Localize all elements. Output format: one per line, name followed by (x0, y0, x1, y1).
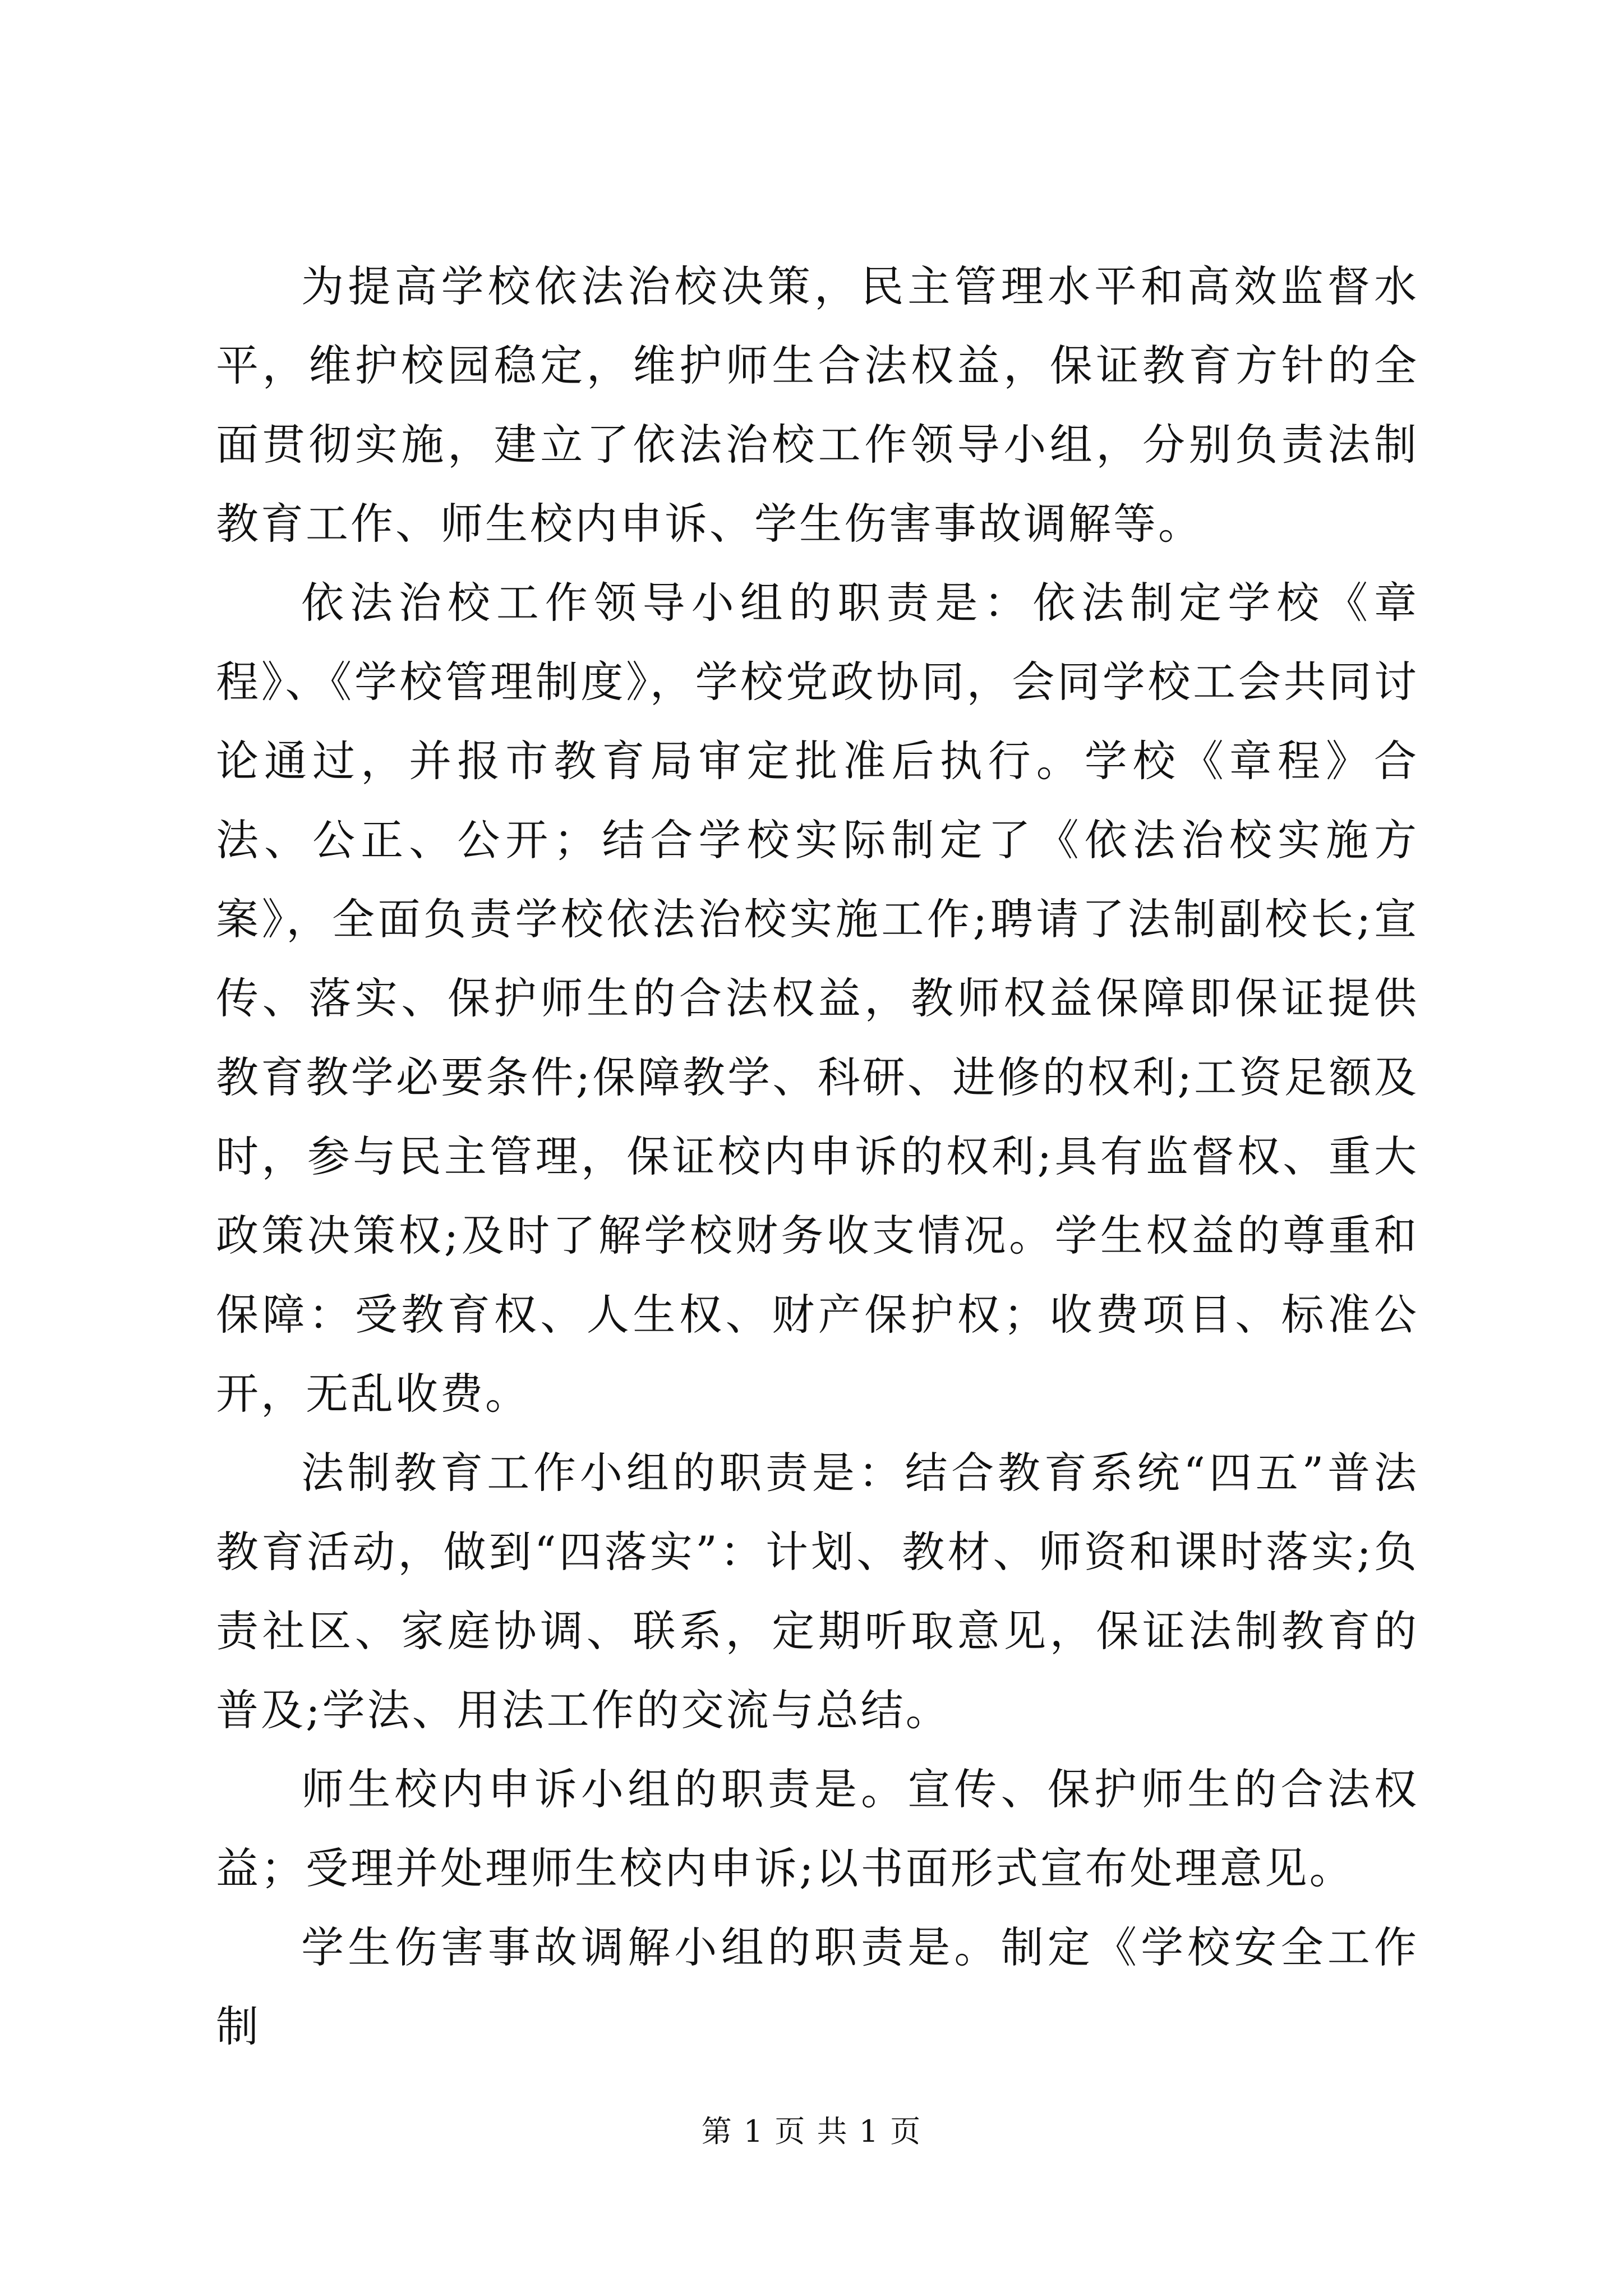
paragraph-legal-education-duties: 法制教育工作小组的职责是：结合教育系统“四五”普法教育活动，做到“四落实”：计划、教材、师资和课时落实;负责社区、家庭协调、联系，定期听取意见，保证法制教育的普及;学法、用法工作的交流与总结。 (216, 1448, 1419, 1735)
paragraph-appeal-duties: 师生校内申诉小组的职责是。宣传、保护师生的合法权益；受理并处理师生校内申诉;以书面形式宣布处理意见。 (216, 1764, 1419, 1893)
paragraph-intro: 为提高学校依法治校决策，民主管理水平和高效监督水平，维护校园稳定，维护师生合法权益，保证教育方针的全面贯彻实施，建立了依法治校工作领导小组，分别负责法制教育工作、师生校内申诉、学生伤害事故调解等。 (216, 261, 1419, 549)
paragraph-accident-mediation-duties: 学生伤害事故调解小组的职责是。制定《学校安全工作制 (216, 1922, 1419, 2051)
page-footer: 第 1 页 共 1 页 (701, 2114, 922, 2149)
paragraph-leadership-duties: 依法治校工作领导小组的职责是：依法制定学校《章程》、《学校管理制度》，学校党政协同，会同学校工会共同讨论通过，并报市教育局审定批准后执行。学校《章程》合法、公正、公开；结合学校实际制定了《依法治校实施方案》，全面负责学校依法治校实施工作;聘请了法制副校长;宣传、落实、保护师生的合法权益，教师权益保障即保证提供教育教学必要条件;保障教学、科研、进修的权利;工资足额及时，参与民主管理，保证校内申诉的权利;具有监督权、重大政策决策权;及时了解学校财务收支情况。学生权益的尊重和保障：受教育权、人生权、财产保护权；收费项目、标准公开，无乱收费。 (216, 578, 1419, 1419)
document-body (216, 247, 1419, 2066)
